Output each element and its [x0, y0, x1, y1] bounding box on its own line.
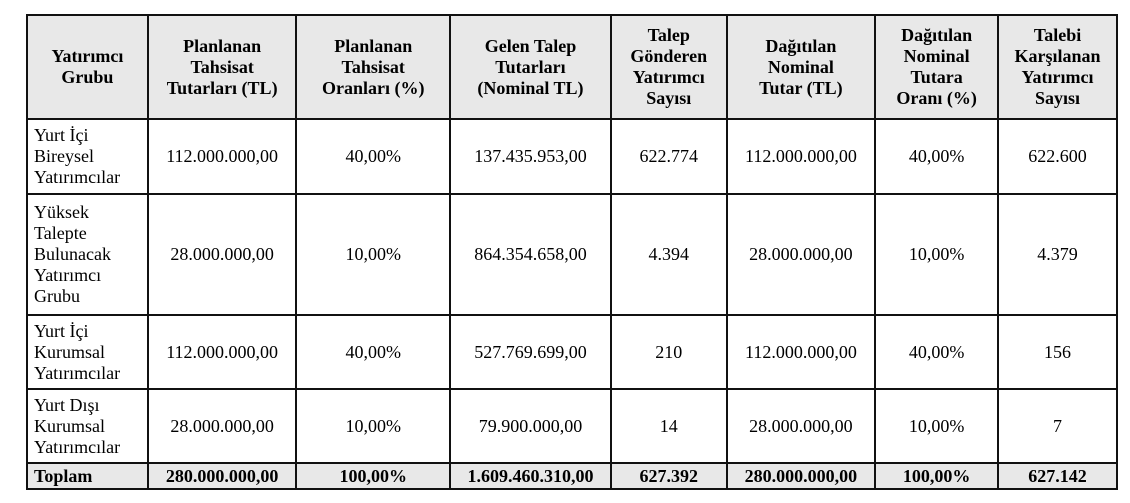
table-cell: 28.000.000,00	[727, 194, 876, 315]
table-cell: 10,00%	[875, 389, 998, 463]
total-label: Toplam	[27, 463, 148, 489]
table-cell: 527.769.699,00	[450, 315, 611, 389]
header-planned-allocation-amount: Planlanan Tahsisat Tutarları (TL)	[148, 15, 297, 119]
total-cell: 1.609.460.310,00	[450, 463, 611, 489]
table-cell: 137.435.953,00	[450, 119, 611, 194]
table-row	[27, 315, 1117, 389]
header-distributed-nominal-amount: Dağıtılan Nominal Tutar (TL)	[727, 15, 876, 119]
total-cell: 627.142	[998, 463, 1117, 489]
table-cell: 40,00%	[875, 119, 998, 194]
header-incoming-demand-amount: Gelen Talep Tutarları (Nominal TL)	[450, 15, 611, 119]
header-satisfied-investor-count: Talebi Karşılanan Yatırımcı Sayısı	[998, 15, 1117, 119]
header-investor-group: Yatırımcı Grubu	[27, 15, 148, 119]
table-cell: 4.394	[611, 194, 727, 315]
table-cell: 622.600	[998, 119, 1117, 194]
table-cell: 112.000.000,00	[148, 119, 297, 194]
total-cell: 100,00%	[875, 463, 998, 489]
table-cell: 7	[998, 389, 1117, 463]
table-cell: 40,00%	[875, 315, 998, 389]
table-cell: 112.000.000,00	[727, 119, 876, 194]
total-cell: 280.000.000,00	[727, 463, 876, 489]
header-row	[27, 15, 1117, 119]
table-cell: 10,00%	[875, 194, 998, 315]
total-cell: 627.392	[611, 463, 727, 489]
table-cell: 10,00%	[296, 389, 450, 463]
total-row	[27, 463, 1117, 489]
table-cell: 40,00%	[296, 119, 450, 194]
row-label: Yurt İçi Kurumsal Yatırımcılar	[27, 315, 148, 389]
table-cell: 28.000.000,00	[148, 389, 297, 463]
total-cell: 100,00%	[296, 463, 450, 489]
table-cell: 40,00%	[296, 315, 450, 389]
table-cell: 28.000.000,00	[148, 194, 297, 315]
row-label: Yüksek Talepte Bulunacak Yatırımcı Grubu	[27, 194, 148, 315]
table-cell: 864.354.658,00	[450, 194, 611, 315]
header-planned-allocation-ratio: Planlanan Tahsisat Oranları (%)	[296, 15, 450, 119]
table-cell: 10,00%	[296, 194, 450, 315]
table-cell: 14	[611, 389, 727, 463]
table-cell: 112.000.000,00	[727, 315, 876, 389]
table-cell: 79.900.000,00	[450, 389, 611, 463]
row-label: Yurt Dışı Kurumsal Yatırımcılar	[27, 389, 148, 463]
table-cell: 622.774	[611, 119, 727, 194]
allocation-table	[26, 14, 1118, 490]
table-row	[27, 194, 1117, 315]
header-distributed-nominal-ratio: Dağıtılan Nominal Tutara Oranı (%)	[875, 15, 998, 119]
table-cell: 156	[998, 315, 1117, 389]
total-cell: 280.000.000,00	[148, 463, 297, 489]
table-cell: 112.000.000,00	[148, 315, 297, 389]
table-cell: 28.000.000,00	[727, 389, 876, 463]
table-row	[27, 389, 1117, 463]
table-cell: 210	[611, 315, 727, 389]
table-row	[27, 119, 1117, 194]
table-cell: 4.379	[998, 194, 1117, 315]
row-label: Yurt İçi Bireysel Yatırımcılar	[27, 119, 148, 194]
header-demanding-investor-count: Talep Gönderen Yatırımcı Sayısı	[611, 15, 727, 119]
